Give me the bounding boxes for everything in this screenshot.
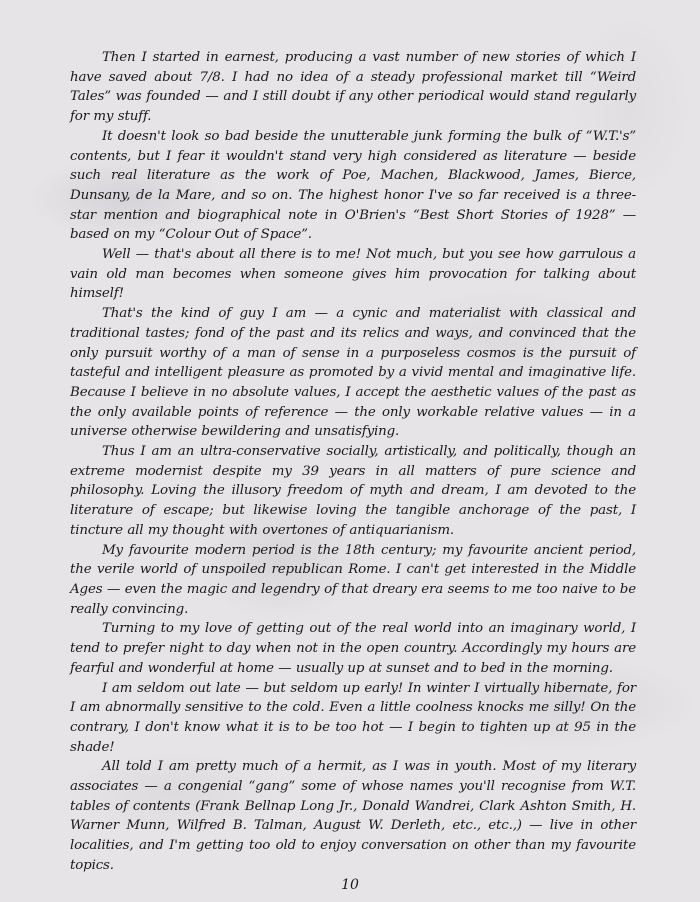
paragraph-1: Then I started in earnest, producing a vast number of new stories of which I have saved about 7/8. I had no idea of a steady professional market till “Weird Tales” was founded — and I still doubt if any other periodical would stand regularly for my stuff.	[70, 50, 636, 125]
paragraph-2: It doesn't look so bad beside the unutterable junk forming the bulk of “W.T.'s” contents, but I fear it wouldn't stand very high considered as literature — beside such real literature as the work of Poe, Machen, Blackwood, James, Bierce, Dunsany, de la Mare, and so on. The highest honor I've so far received is a three-star mention and biographical note in O'Brien's “Best Short Stories of 1928” — based on my “Colour Out of Space”.	[70, 128, 636, 243]
paragraph-4: That's the kind of guy I am — a cynic and materialist with classical and traditional tastes; fond of the past and its relics and ways, and convinced that the only pursuit worthy of a man of sense in a purposeless cosmos is the pursuit of tasteful and intelligent pleasure as promoted by a vivid mental and imaginative life. Because I believe in no absolute values, I accept the aesthetic values of the past as the only available points of reference — the only workable relative values — in a universe otherwise bewildering and unsatisfying.	[70, 306, 636, 440]
paragraph-9: All told I am pretty much of a hermit, as I was in youth. Most of my literary associates — a congenial “gang” some of whose names you'll recognise from W.T. tables of contents (Frank Bellnap Long Jr., Donald Wandrei, Clark Ashton Smith, H. Warner Munn, Wilfred B. Talman, August W. Derleth, etc., etc.,) — live in other localities, and I'm getting too old to enjoy conversation on other than my favourite topics.	[70, 759, 636, 873]
paragraph-8: I am seldom out late — but seldom up early! In winter I virtually hibernate, for I am abnormally sensitive to the cold. Even a little coolness knocks me silly! On the contrary, I don't know what it is to be too hot — I begin to tighten up at 95 in the shade!	[70, 680, 636, 755]
paragraph-6: My favourite modern period is the 18th century; my favourite ancient period, the verile world of unspoiled republican Rome. I can't get interested in the Middle Ages — even the magic and legendry of that dreary era seems to me too naive to be really convincing.	[70, 542, 636, 617]
paragraph-5: Thus I am an ultra-conservative socially, artistically, and politically, though an extreme modernist despite my 39 years in all matters of pure science and philosophy. Loving the illusory freedom of myth and dream, I am devoted to the literature of escape; but likewise loving the tangible anchorage of the past, I tincture all my thought with overtones of antiquarianism.	[70, 444, 636, 538]
body-text	[70, 48, 636, 876]
paragraph-3: Well — that's about all there is to me! Not much, but you see how garrulous a vain old man becomes when someone gives him provocation for talking about himself!	[70, 247, 636, 302]
page-number: 10	[341, 877, 359, 893]
paragraph-7: Turning to my love of getting out of the real world into an imaginary world, I tend to prefer night to day when not in the open country. Accordingly my hours are fearful and wonderful at home — usually up at sunset and to bed in the morning.	[70, 621, 636, 676]
